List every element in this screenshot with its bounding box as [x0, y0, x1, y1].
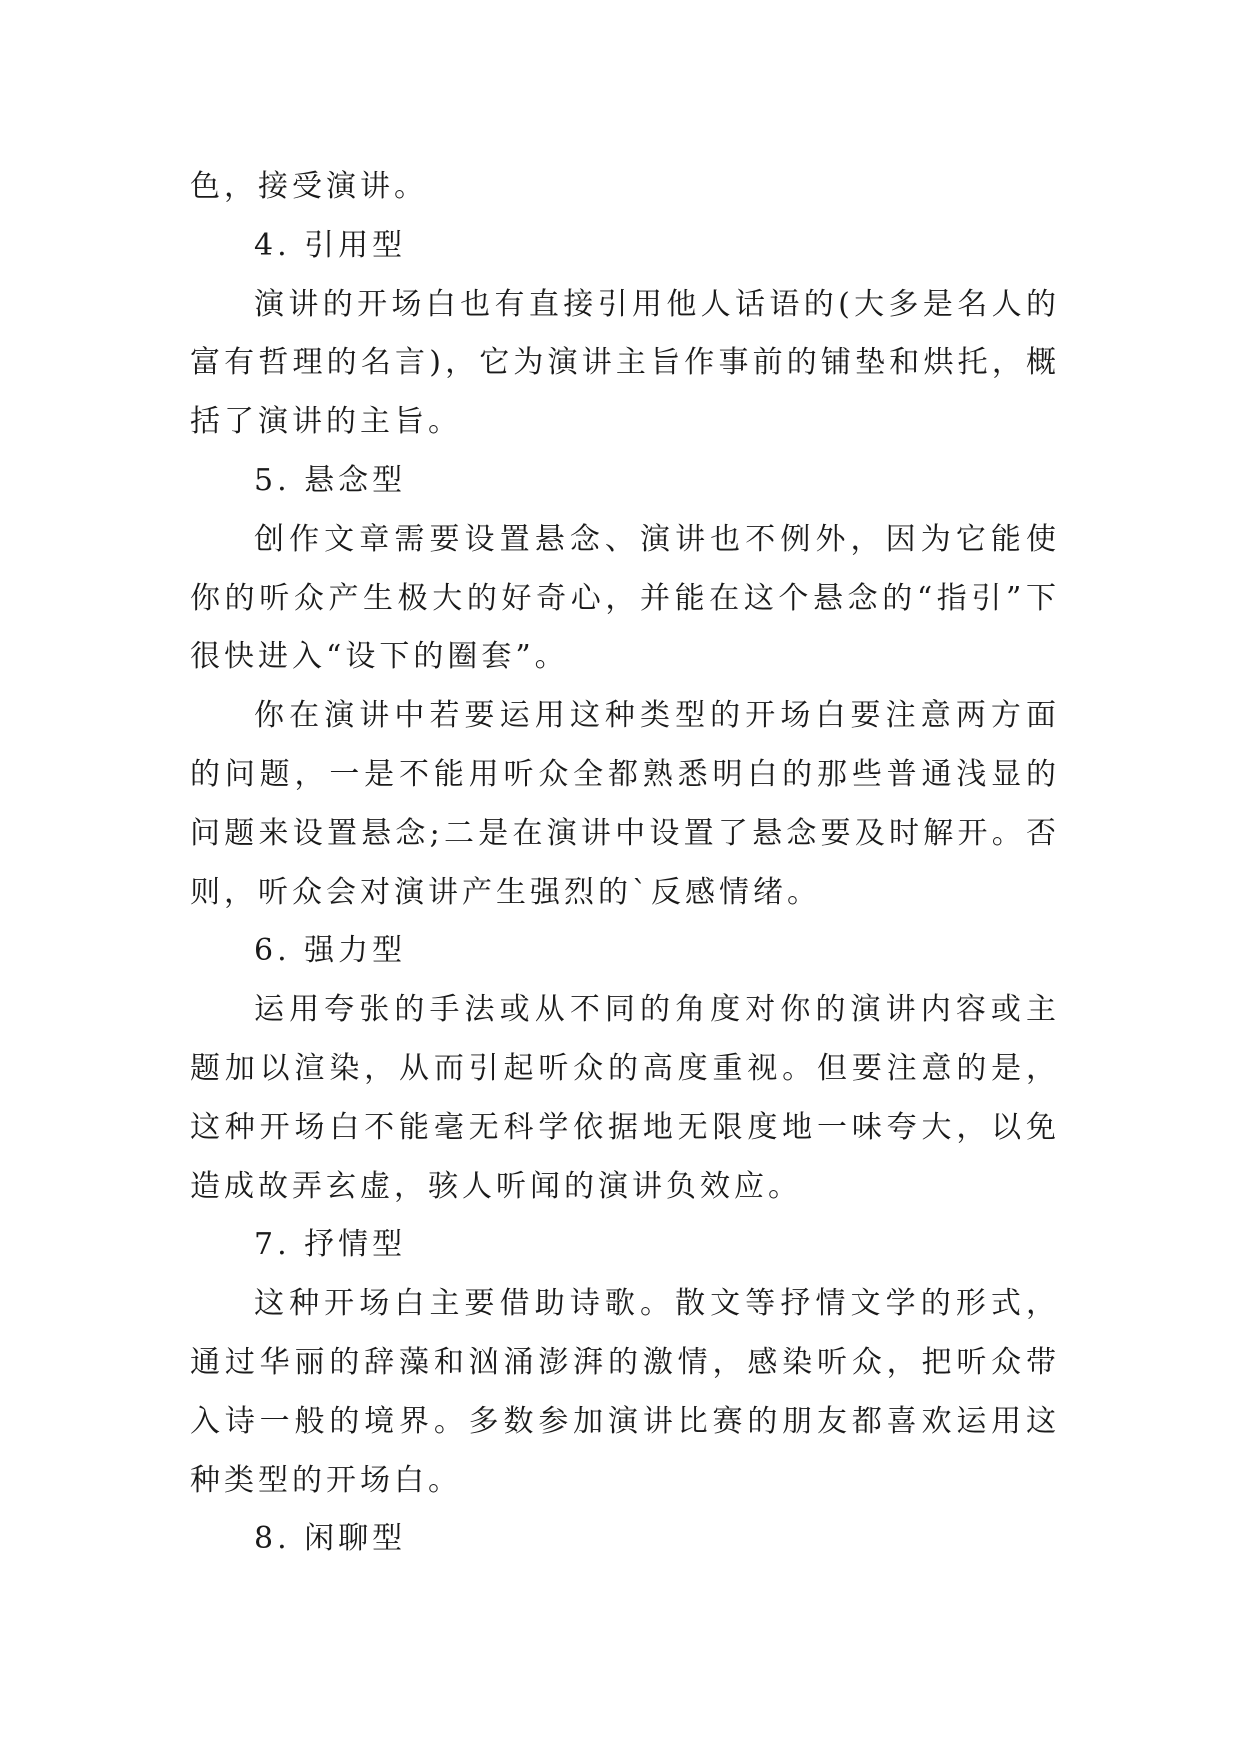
section-heading-suspense-type: 5. 悬念型 — [254, 462, 407, 498]
paragraph-suspense-notes: 你在演讲中若要运用这种类型的开场白要注意两方面的问题，一是不能用听众全都熟悉明白的那些普通浅显的问题来设置悬念;二是在演讲中设置了悬念要及时解开。否则，听众会对演讲产生强烈的`反感情绪。 — [190, 698, 1060, 910]
paragraph-forceful-type: 运用夸张的手法或从不同的角度对你的演讲内容或主题加以渲染，从而引起听众的高度重视。但要注意的是，这种开场白不能毫无科学依据地无限度地一味夸大，以免造成故弄玄虚，骇人听闻的演讲负效应。 — [190, 992, 1060, 1204]
paragraph-suspense-type: 创作文章需要设置悬念、演讲也不例外，因为它能使你的听众产生极大的好奇心，并能在这个悬念的“指引”下很快进入“设下的圈套”。 — [190, 521, 1060, 675]
document-body — [190, 158, 1060, 1569]
paragraph-quote-type: 演讲的开场白也有直接引用他人话语的(大多是名人的富有哲理的名言)，它为演讲主旨作事前的铺垫和烘托，概括了演讲的主旨。 — [190, 286, 1060, 440]
paragraph-lyrical-type: 这种开场白主要借助诗歌。散文等抒情文学的形式，通过华丽的辞藻和汹涌澎湃的激情，感染听众，把听众带入诗一般的境界。多数参加演讲比赛的朋友都喜欢运用这种类型的开场白。 — [190, 1286, 1060, 1498]
section-heading-quote-type: 4. 引用型 — [254, 227, 407, 263]
section-heading-lyrical-type: 7. 抒情型 — [254, 1227, 407, 1263]
section-heading-chat-type: 8. 闲聊型 — [254, 1521, 407, 1557]
section-heading-forceful-type: 6. 强力型 — [254, 933, 407, 969]
paragraph-continuation: 色，接受演讲。 — [190, 169, 428, 204]
